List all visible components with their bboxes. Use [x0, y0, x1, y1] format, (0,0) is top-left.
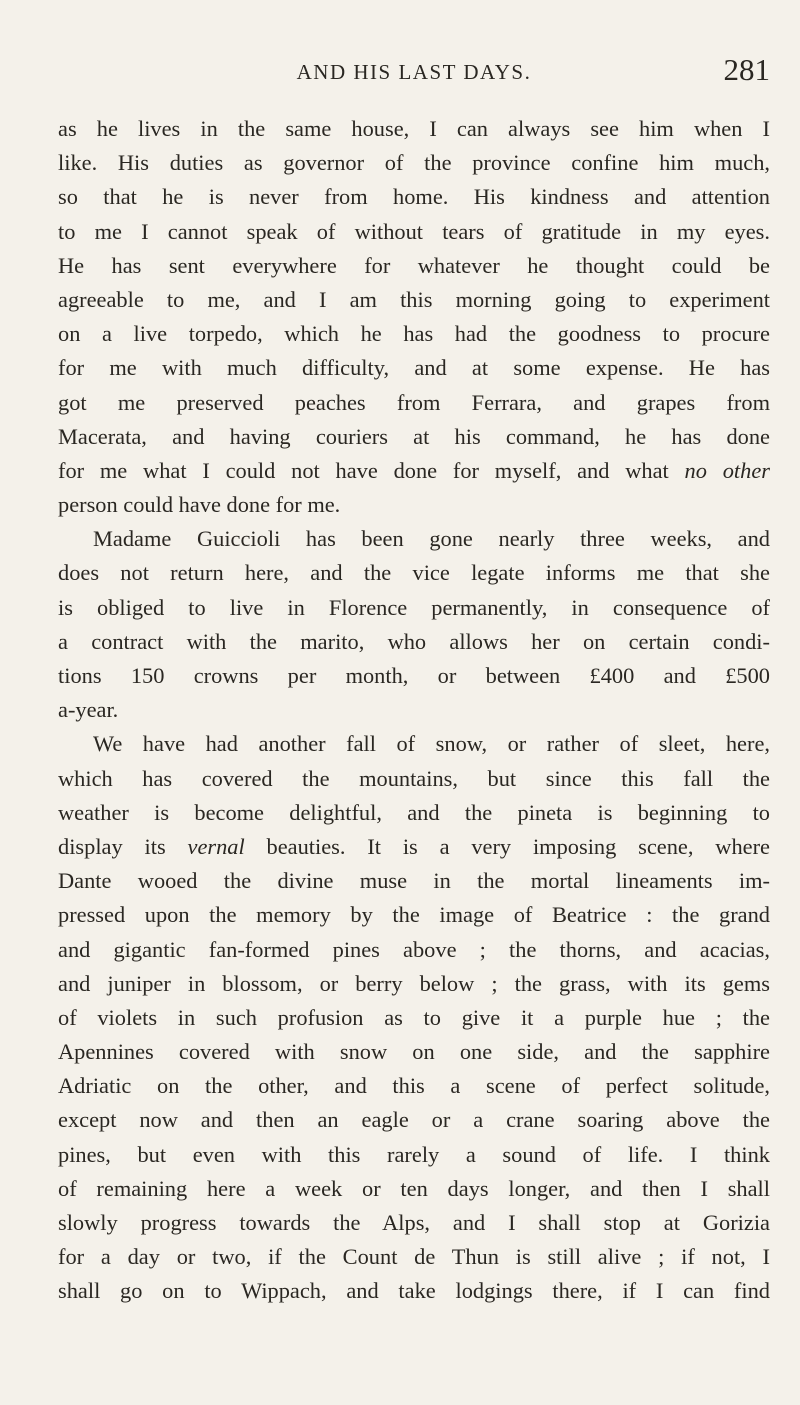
text-line: agreeable to me, and I am this morning going to experiment — [58, 286, 770, 312]
page-number: 281 — [723, 52, 770, 87]
text-line: on a live torpedo, which he has had the goodness to procure — [58, 321, 770, 347]
paragraph-start-line: We have had another fall of snow, or rather of sleet, here, — [93, 731, 770, 757]
italic-word: vernal — [187, 833, 245, 859]
text-line: a contract with the marito, who allows her on certain condi- — [58, 628, 770, 654]
running-head — [58, 52, 770, 92]
text-line: tions 150 crowns per month, or between £400 and £500 — [58, 663, 770, 688]
text-line: and juniper in blossom, or berry below ; the grass, with its gems — [58, 970, 770, 996]
text-line: does not return here, and the vice legate informs me that she — [58, 560, 770, 586]
text-line: person could have done for me. — [58, 492, 341, 518]
text-line: pines, but even with this rarely a sound of life. I think — [58, 1141, 770, 1167]
text-line: Dante wooed the divine muse in the mortal lineaments im- — [58, 868, 770, 894]
text-line: weather is become delightful, and the pineta is beginning to — [58, 799, 770, 825]
text-line: slowly progress towards the Alps, and I shall stop at Gorizia — [58, 1210, 770, 1235]
italic-phrase: no other — [684, 457, 770, 483]
text-line: to me I cannot speak of without tears of gratitude in my eyes. — [58, 218, 770, 244]
running-title: AND HIS LAST DAYS. — [296, 60, 532, 84]
text-line: of violets in such profusion as to give it a purple hue ; the — [58, 1004, 770, 1030]
text-segment: display its — [58, 833, 166, 859]
text-line: as he lives in the same house, I can always see him when I — [58, 116, 770, 141]
text-segment: beauties. It is a very imposing scene, where — [266, 833, 770, 859]
paragraph-start-line: Madame Guiccioli has been gone nearly three weeks, and — [93, 526, 770, 552]
text-line: got me preserved peaches from Ferrara, and grapes from — [58, 389, 770, 415]
text-line: like. His duties as governor of the province confine him much, — [58, 150, 770, 176]
text-line: pressed upon the memory by the image of Beatrice : the grand — [58, 902, 770, 928]
body-text — [58, 112, 770, 1309]
text-line: shall go on to Wippach, and take lodgings there, if I can find — [58, 1278, 770, 1304]
text-line: except now and then an eagle or a crane soaring above the — [58, 1107, 770, 1133]
text-line: of remaining here a week or ten days longer, and then I shall — [58, 1175, 770, 1201]
text-line — [58, 830, 770, 864]
text-line: and gigantic fan-formed pines above ; the thorns, and acacias, — [58, 936, 770, 962]
text-line: for a day or two, if the Count de Thun is still alive ; if not, I — [58, 1244, 770, 1270]
text-line: for me with much difficulty, and at some expense. He has — [58, 355, 770, 381]
text-segment: for me what I could not have done for myself, and what — [58, 457, 669, 483]
text-line: Macerata, and having couriers at his command, he has done — [58, 423, 770, 449]
text-line: Adriatic on the other, and this a scene of perfect solitude, — [58, 1073, 770, 1099]
text-line: so that he is never from home. His kindness and attention — [58, 184, 770, 210]
text-line: He has sent everywhere for whatever he thought could be — [58, 252, 770, 278]
text-line: a-year. — [58, 697, 119, 723]
text-line: is obliged to live in Florence permanently, in consequence of — [58, 594, 770, 620]
text-line: which has covered the mountains, but since this fall the — [58, 765, 770, 791]
text-line: Apennines covered with snow on one side, and the sapphire — [58, 1039, 770, 1065]
text-line — [58, 454, 770, 488]
